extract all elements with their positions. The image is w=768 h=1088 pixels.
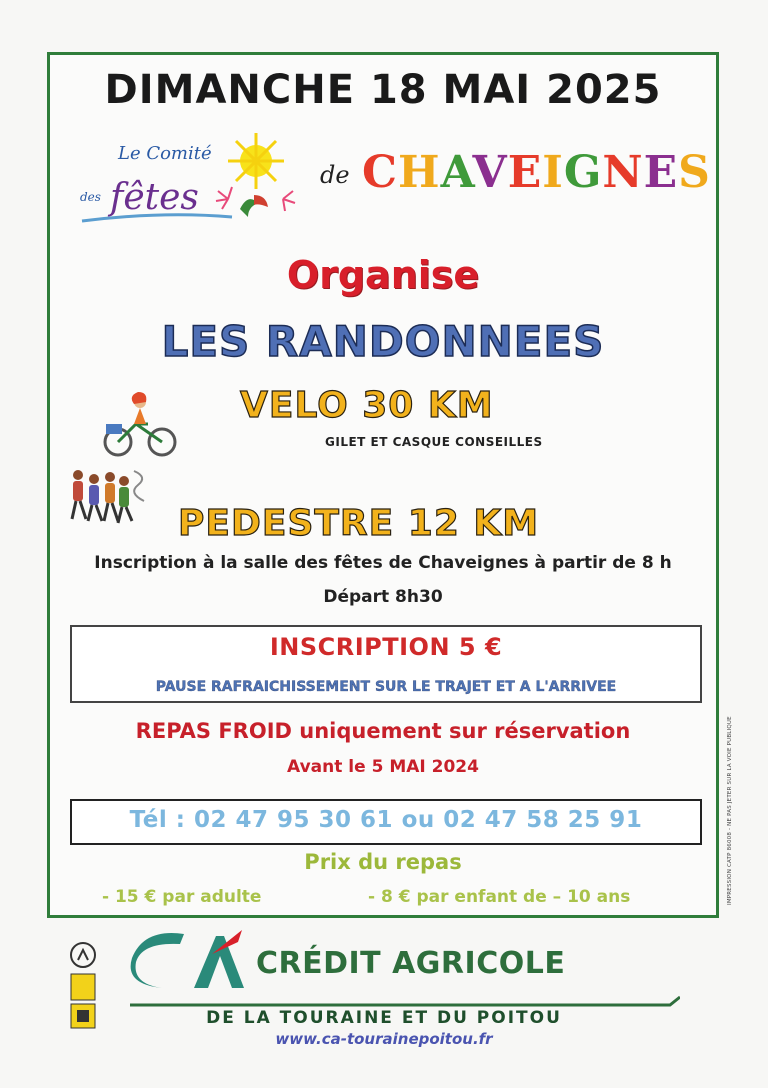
- velo-label: VELO 30 KM: [240, 385, 494, 426]
- prix-adulte: - 15 € par adulte: [102, 887, 262, 907]
- inscription-place: Inscription à la salle des fêtes de Chaveignes à partir de 8 h: [94, 553, 672, 573]
- svg-text:fêtes: fêtes: [110, 177, 199, 218]
- inscription-price: INSCRIPTION 5 €: [269, 633, 503, 661]
- org-place-letter: H: [398, 147, 441, 198]
- event-date: DIMANCHE 18 MAI 2025: [104, 67, 662, 113]
- repas-deadline: Avant le 5 MAI 2024: [287, 757, 479, 777]
- cyclist-icon: [100, 390, 180, 460]
- svg-text:des: des: [80, 190, 101, 204]
- pause-note: PAUSE RAFRAICHISSEMENT SUR LE TRAJET ET A L'ARRIVEE: [155, 679, 617, 695]
- sponsor-url[interactable]: www.ca-tourainepoitou.fr: [275, 1030, 493, 1048]
- sponsor-region: DE LA TOURAINE ET DU POITOU: [206, 1008, 562, 1028]
- inscription-box: [70, 625, 702, 703]
- org-place-letters: [362, 147, 711, 198]
- org-place-letter: E: [507, 147, 543, 198]
- org-place-letter: A: [440, 147, 473, 198]
- org-de: de: [320, 161, 350, 189]
- org-place-letter: V: [472, 147, 508, 198]
- prix-title: Prix du repas: [304, 850, 462, 874]
- org-place-letter: I: [542, 147, 564, 198]
- repas-title: REPAS FROID uniquement sur réservation: [135, 719, 631, 743]
- hikers-icon: [64, 465, 154, 535]
- sponsor-underline: [130, 995, 680, 1009]
- org-place-letter: C: [362, 147, 399, 198]
- velo-note: GILET ET CASQUE CONSEILLES: [325, 435, 543, 449]
- svg-text:Le Comité: Le Comité: [118, 143, 212, 164]
- org-place: [362, 147, 711, 198]
- org-place-letter: G: [563, 147, 603, 198]
- sponsor-name: CRÉDIT AGRICOLE: [256, 946, 566, 981]
- org-place-letter: N: [602, 147, 644, 198]
- sun-fireworks-icon: [216, 133, 295, 217]
- phone-numbers: Tél : 02 47 95 30 61 ou 02 47 58 25 91: [129, 807, 643, 833]
- poster-frame: [47, 52, 719, 918]
- side-printing-note: IMPRESSION CATP 86008 - NE PAS JETER SUR LA VOIE PUBLIQUE: [727, 716, 733, 905]
- organise-heading: Organise: [286, 253, 480, 297]
- phone-box: [70, 799, 702, 845]
- comite-des-fetes-logo: [78, 129, 318, 229]
- depart-time: Départ 8h30: [323, 587, 443, 607]
- prix-enfant: - 8 € par enfant de – 10 ans: [368, 887, 631, 907]
- org-place-letter: S: [678, 147, 711, 198]
- org-place-letter: E: [643, 147, 679, 198]
- pedestre-label: PEDESTRE 12 KM: [178, 503, 540, 544]
- main-title: LES RANDONNEES: [161, 317, 605, 366]
- credit-agricole-logo-icon: [124, 926, 274, 996]
